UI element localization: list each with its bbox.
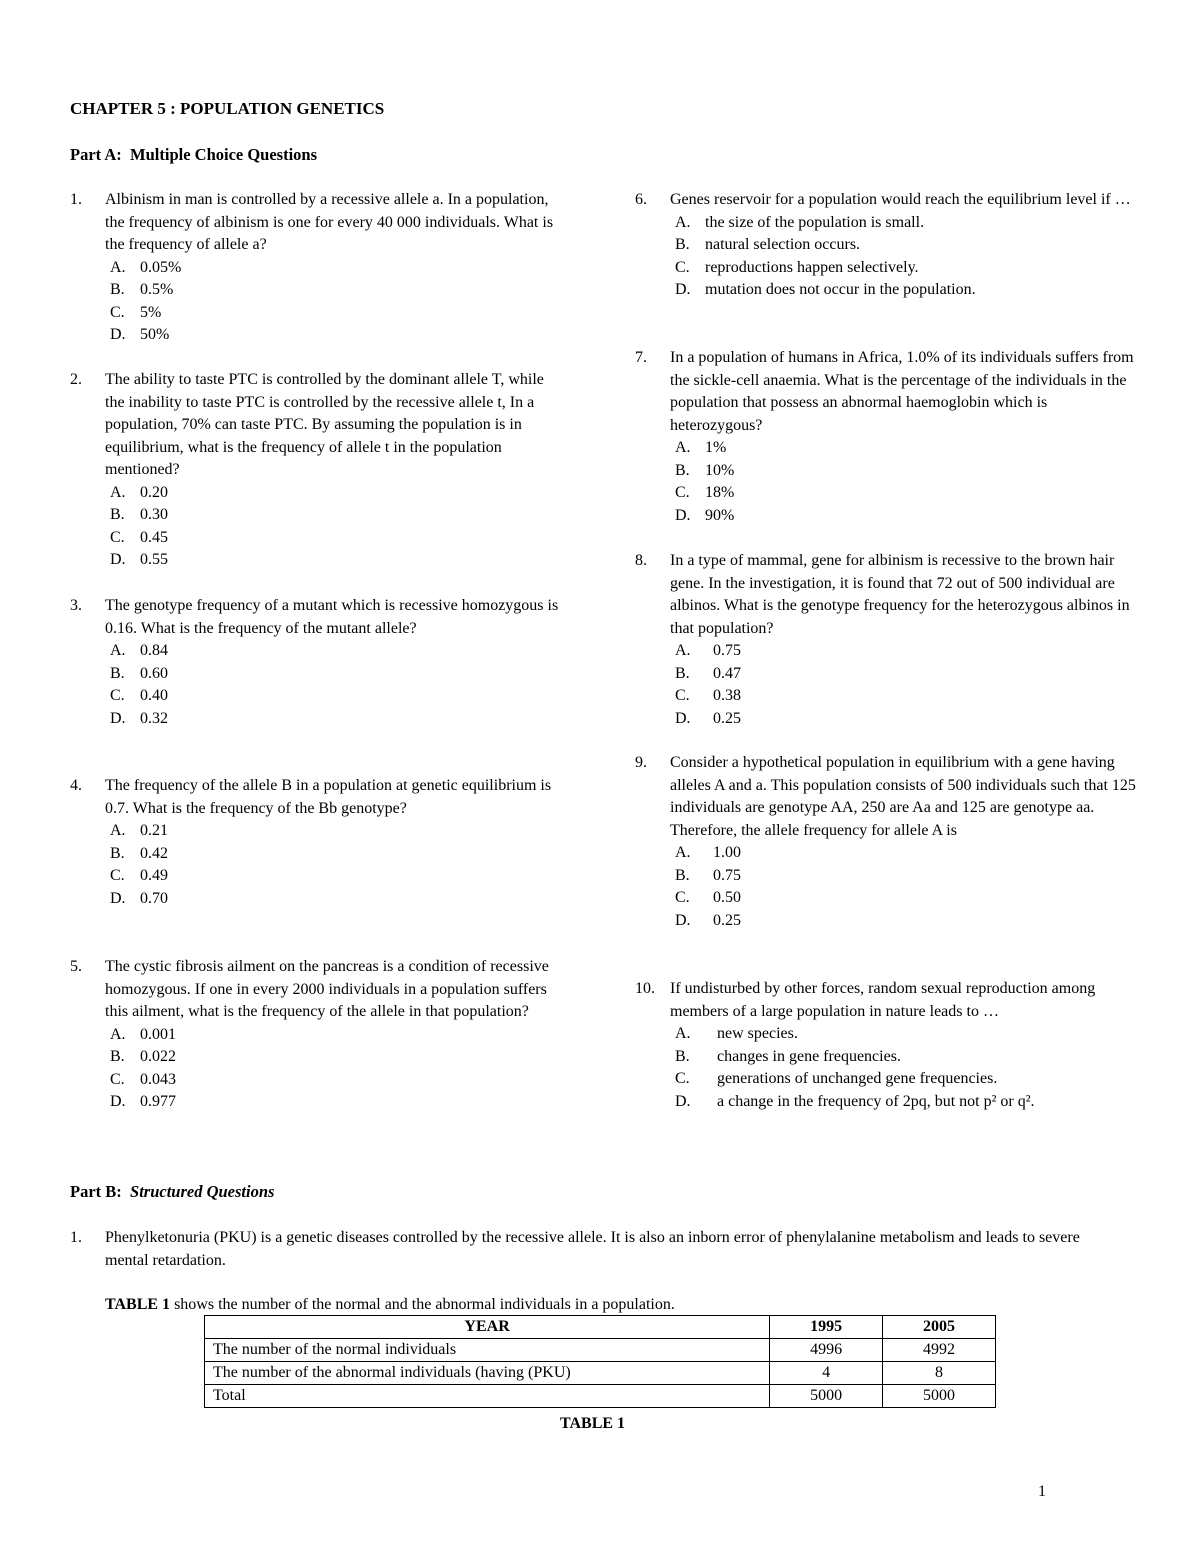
table-row <box>205 1339 996 1362</box>
table-cell: The number of the abnormal individuals (having (PKU) <box>205 1362 770 1385</box>
question-stem: Genes reservoir for a population would reach the equilibrium level if … <box>670 191 1131 208</box>
data-table <box>204 1315 996 1408</box>
table-intro <box>105 1294 675 1317</box>
table-header-row <box>205 1316 996 1339</box>
option-c: C. 18% <box>675 484 735 501</box>
option-c: C. 0.45 <box>110 528 168 546</box>
option-b: B. 0.42 <box>110 844 168 862</box>
question-number: 9. <box>635 754 647 771</box>
table-row <box>205 1385 996 1408</box>
option-c: C. 0.50 <box>675 889 741 906</box>
option-b: B. 0.75 <box>675 866 741 884</box>
option-b: B. natural selection occurs. <box>675 236 861 253</box>
option-d: D. 0.70 <box>110 889 168 907</box>
option-d: D. 0.25 <box>675 911 741 929</box>
question-stem: In a type of mammal, gene for albinism is recessive to the brown hair gene. In the investigation, it is found that 72 out of 500 individual are albinos. What is the genotype frequency for the heterozygous albinos in that population? <box>670 552 1130 637</box>
question-number: 4. <box>70 777 82 794</box>
question-number: 3. <box>70 597 82 614</box>
table-header: YEAR <box>205 1316 770 1339</box>
option-b: B. 10% <box>675 461 735 479</box>
question-number: 7. <box>635 349 647 366</box>
chapter-title: CHAPTER 5 : POPULATION GENETICS <box>70 99 385 118</box>
table-cell: Total <box>205 1385 770 1408</box>
question-number: 10. <box>635 980 655 997</box>
table-cell: The number of the normal individuals <box>205 1339 770 1362</box>
option-c: C. 0.40 <box>110 687 168 704</box>
option-a: A. 0.21 <box>110 822 168 839</box>
question-number: 1. <box>70 191 82 208</box>
part-b-label: Part B: <box>70 1182 122 1201</box>
question-stem: If undisturbed by other forces, random sexual reproduction among members of a large population in nature leads to … <box>670 980 1096 1020</box>
option-d: D. 90% <box>675 506 735 524</box>
option-d: D. a change in the frequency of 2pq, but not p² or q². <box>675 1092 1035 1110</box>
option-d: D. 0.32 <box>110 709 168 727</box>
table-cell: 8 <box>883 1362 996 1385</box>
option-d: D. 0.55 <box>110 551 168 568</box>
question-number: 2. <box>70 371 82 388</box>
option-d: D. 0.977 <box>110 1093 176 1110</box>
question-stem: The cystic fibrosis ailment on the pancreas is a condition of recessive homozygous. If one in every 2000 individuals in a population suffers this ailment, what is the frequency of the allele in that population? <box>105 958 549 1020</box>
table-cell: 5000 <box>883 1385 996 1408</box>
option-c: C. reproductions happen selectively. <box>675 258 919 276</box>
structured-question-text: Phenylketonuria (PKU) is a genetic diseases controlled by the recessive allele. It is also an inborn error of phenylalanine metabolism and leads to severe mental retardation. <box>105 1229 1080 1269</box>
question-stem: In a population of humans in Africa, 1.0% of its individuals suffers from the sickle-cell anaemia. What is the percentage of the individuals in the population that possess an abnormal haemoglobin which is heterozygous? <box>670 349 1134 434</box>
table-cell: 4 <box>770 1362 883 1385</box>
part-a-heading <box>70 144 317 167</box>
table-row <box>205 1362 996 1385</box>
table-cell: 4992 <box>883 1339 996 1362</box>
option-a: A. 0.75 <box>675 642 741 659</box>
option-c: C. 0.38 <box>675 687 741 704</box>
option-b: B. 0.022 <box>110 1048 176 1065</box>
question-number: 8. <box>635 552 647 569</box>
part-a-title: Multiple Choice Questions <box>130 145 318 164</box>
question-stem: The ability to taste PTC is controlled by the dominant allele T, while the inability to taste PTC is controlled by the recessive allele t, In a population, 70% can taste PTC. By assuming the population is in equilibrium, what is the frequency of allele t in the population mentioned? <box>105 371 544 478</box>
part-b-heading <box>70 1181 274 1204</box>
question-stem: Consider a hypothetical population in equilibrium with a gene having alleles A and a. This population consists of 500 individuals such that 125 individuals are genotype AA, 250 are Aa and 125 are genotype aa. Therefore, the allele frequency for allele A is <box>670 754 1136 839</box>
option-a: A. 0.05% <box>110 258 182 276</box>
option-a: A. 0.20 <box>110 483 168 501</box>
option-c: C. 0.043 <box>110 1070 176 1088</box>
question-stem: The genotype frequency of a mutant which is recessive homozygous is 0.16. What is the frequency of the mutant allele? <box>105 597 559 637</box>
table-intro-label: TABLE 1 <box>105 1296 171 1313</box>
part-b-title: Structured Questions <box>130 1182 275 1201</box>
part-a-label: Part A: <box>70 145 122 164</box>
table-intro-text: shows the number of the normal and the abnormal individuals in a population. <box>170 1296 675 1313</box>
option-a: A. new species. <box>675 1025 798 1042</box>
option-d: D. 0.25 <box>675 709 741 727</box>
question-stem: Albinism in man is controlled by a recessive allele a. In a population, the frequency of albinism is one for every 40 000 individuals. What is the frequency of allele a? <box>105 191 554 253</box>
option-b: B. 0.5% <box>110 281 174 298</box>
option-b: B. 0.47 <box>675 664 741 682</box>
table-header: 2005 <box>883 1316 996 1339</box>
table-cell: 4996 <box>770 1339 883 1362</box>
option-d: D. mutation does not occur in the population. <box>675 281 976 298</box>
option-b: B. 0.60 <box>110 664 168 682</box>
question-stem: The frequency of the allele B in a population at genetic equilibrium is 0.7. What is the frequency of the Bb genotype? <box>105 777 552 817</box>
option-c: C. 5% <box>110 303 162 321</box>
table-caption: TABLE 1 <box>560 1415 626 1432</box>
table-header: 1995 <box>770 1316 883 1339</box>
option-c: C. 0.49 <box>110 867 168 884</box>
option-b: B. changes in gene frequencies. <box>675 1047 901 1065</box>
table-cell: 5000 <box>770 1385 883 1408</box>
option-a: A. the size of the population is small. <box>675 213 925 231</box>
question-number: 6. <box>635 191 647 208</box>
page-number: 1 <box>1038 1483 1046 1500</box>
option-a: A. 1.00 <box>675 844 741 861</box>
question-number: 1. <box>70 1229 82 1246</box>
option-d: D. 50% <box>110 326 170 343</box>
option-c: C. generations of unchanged gene frequencies. <box>675 1070 998 1087</box>
option-a: A. 0.001 <box>110 1025 176 1043</box>
option-b: B. 0.30 <box>110 506 168 523</box>
question-number: 5. <box>70 958 82 975</box>
option-a: A. 1% <box>675 439 727 456</box>
option-a: A. 0.84 <box>110 642 168 659</box>
